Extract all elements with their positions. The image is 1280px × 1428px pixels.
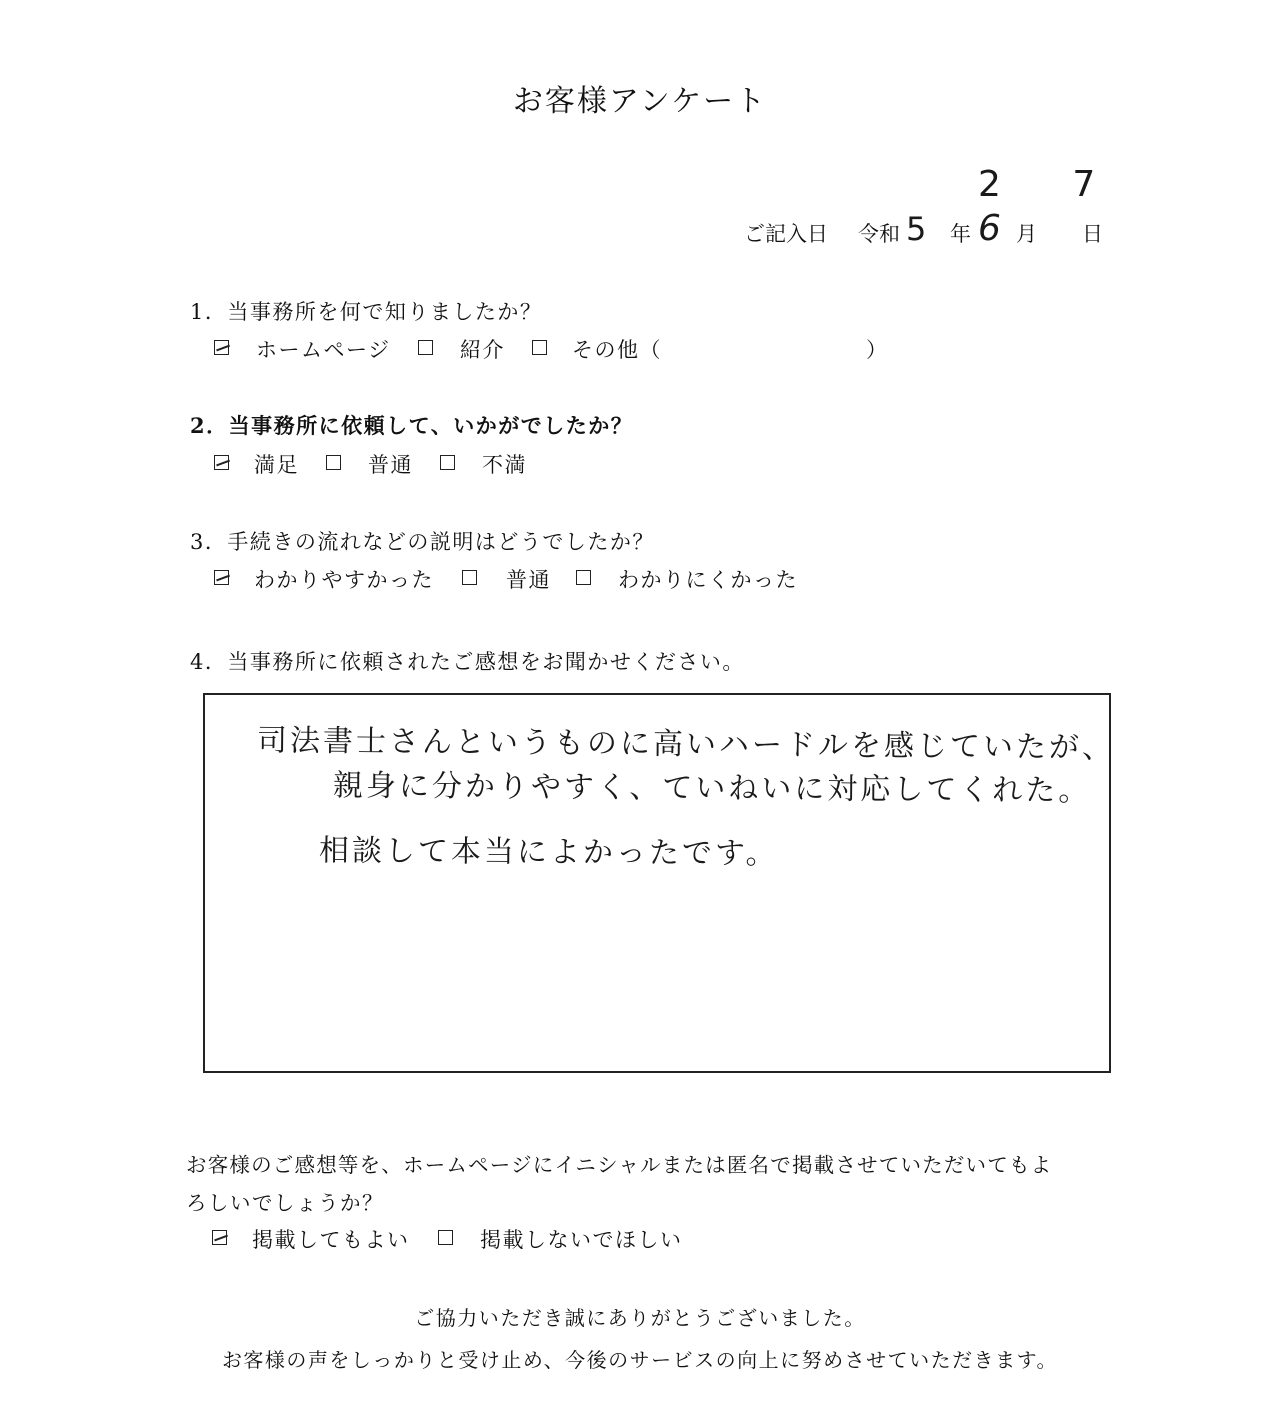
- q4-question: 4．当事務所に依頼されたご感想をお聞かせください。: [190, 650, 745, 674]
- q1-option-referral-label: 紹介: [460, 338, 505, 362]
- q3-option-unclear-checkbox[interactable]: [576, 570, 591, 585]
- consent-allow-checkbox[interactable]: [212, 1230, 227, 1245]
- q3-option-clear-checkbox[interactable]: [214, 570, 229, 585]
- consent-question-line1: お客様のご感想等を、ホームページにイニシャルまたは匿名で掲載させていただいてもよ: [186, 1153, 1053, 1177]
- footer-thanks: ご協力いただき誠にありがとうございました。: [414, 1306, 866, 1330]
- q2-option-satisfied-checkbox[interactable]: [214, 455, 229, 470]
- comment-line-3: 相談して本当によかったです。: [318, 833, 779, 872]
- q1-option-homepage-label: ホームページ: [256, 338, 391, 362]
- comment-line-1: 司法書士さんというものに高いハードルを感じていたが、: [256, 723, 1116, 766]
- q3-question: 3．手続きの流れなどの説明はどうでしたか？: [190, 530, 655, 554]
- q1-question: 1．当事務所を何で知りましたか？: [190, 300, 543, 324]
- survey-title: お客様アンケート: [512, 84, 768, 119]
- date-label: ご記入日: [744, 222, 828, 246]
- consent-allow-label: 掲載してもよい: [252, 1228, 410, 1252]
- date-month-unit: 月: [1016, 222, 1037, 246]
- date-year-unit: 年: [950, 222, 971, 246]
- comment-line-2: 親身に分かりやすく、ていねいに対応してくれた。: [332, 768, 1092, 809]
- q3-option-normal-checkbox[interactable]: [462, 570, 477, 585]
- q2-option-dissatisfied-label: 不満: [482, 453, 527, 477]
- footer-message: お客様の声をしっかりと受け止め、今後のサービスの向上に努めさせていただきます。: [221, 1348, 1059, 1372]
- consent-deny-checkbox[interactable]: [438, 1230, 453, 1245]
- date-year: 5: [906, 210, 927, 248]
- q1-other-close: ）: [866, 338, 889, 362]
- q2-option-satisfied-label: 満足: [254, 453, 299, 477]
- q3-option-clear-label: わかりやすかった: [254, 568, 434, 592]
- date-day-handwritten: 2 7: [978, 164, 1126, 205]
- date-day-unit: 日: [1082, 222, 1103, 246]
- q2-option-normal-checkbox[interactable]: [326, 455, 341, 470]
- q1-option-homepage-checkbox[interactable]: [214, 340, 229, 355]
- q2-option-normal-label: 普通: [368, 453, 413, 477]
- q1-option-other-label: その他（: [572, 338, 662, 362]
- date-month: 6: [978, 208, 1001, 249]
- q1-option-referral-checkbox[interactable]: [418, 340, 433, 355]
- q2-question: 2．当事務所に依頼して、いかがでしたか？: [190, 413, 634, 438]
- comment-box[interactable]: [203, 693, 1116, 1073]
- q2-option-dissatisfied-checkbox[interactable]: [440, 455, 455, 470]
- q3-option-normal-label: 普通: [506, 568, 551, 592]
- q1-option-other-checkbox[interactable]: [532, 340, 547, 355]
- consent-deny-label: 掲載しないでほしい: [480, 1228, 683, 1252]
- q3-option-unclear-label: わかりにくかった: [618, 568, 798, 592]
- date-era: 令和: [858, 222, 900, 246]
- consent-question-line2: ろしいでしょうか？: [186, 1191, 384, 1215]
